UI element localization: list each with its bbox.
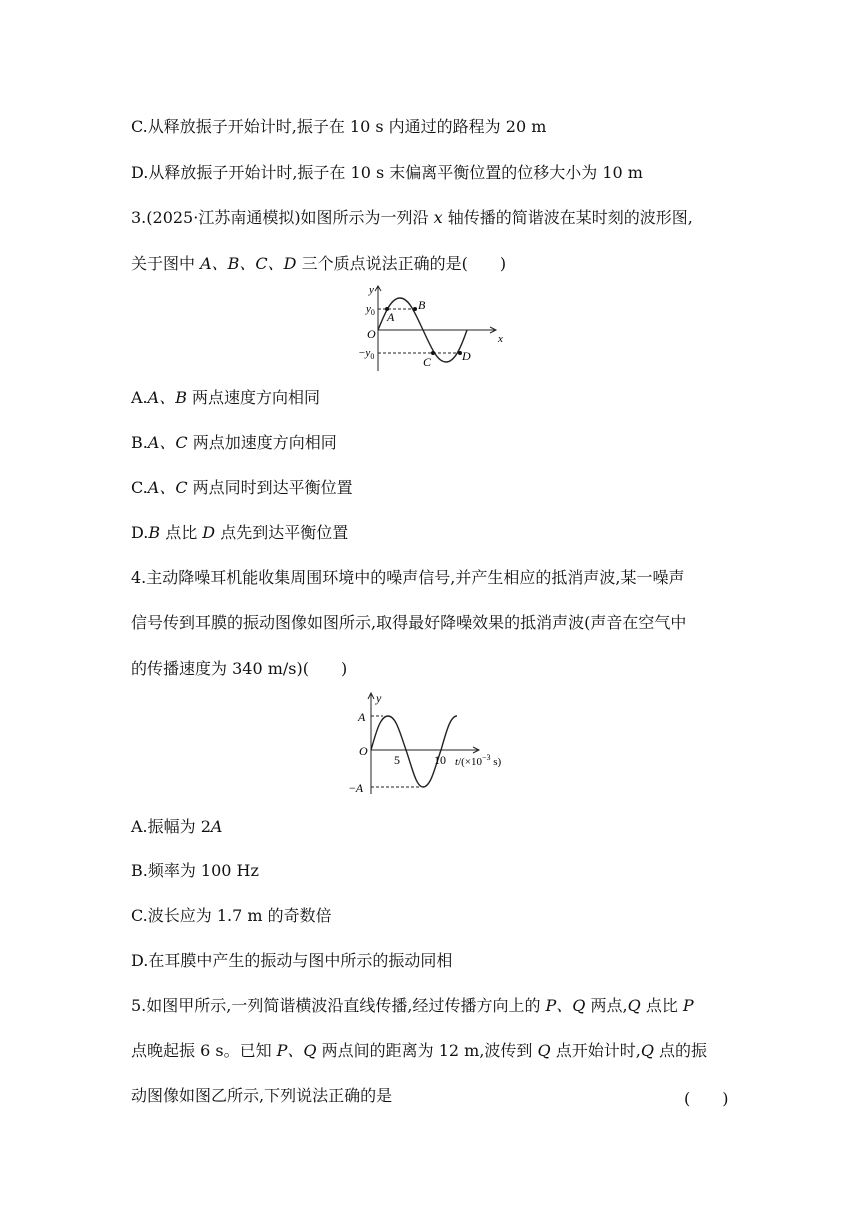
fig2-neg-a-label: −A [349, 781, 364, 795]
fig1-label-d: D [462, 349, 471, 363]
fig1-y0-label: $y_0$ [366, 303, 375, 317]
q3-option-d: D.B 点比 D 点先到达平衡位置 [131, 523, 349, 542]
fig2-a-label: A [358, 710, 366, 724]
fig1-y-label: y [369, 284, 374, 296]
fig1-x-label: x [498, 333, 503, 345]
fig2-origin: O [359, 744, 368, 758]
q4-option-d: D.在耳膜中产生的振动与图中所示的振动同相 [131, 951, 453, 970]
noise-signal-curve [371, 716, 457, 787]
fig1-origin: O [367, 327, 376, 341]
q4-option-b: B.频率为 100 Hz [131, 861, 259, 880]
point-b [413, 307, 417, 311]
q4-option-c: C.波长应为 1.7 m 的奇数倍 [131, 906, 332, 925]
fig1-neg-y0-label: $-y_0$ [358, 347, 375, 361]
fig2-t-axis-label: $t/(\times 10^{-3}$ s) [455, 753, 502, 768]
fig2-y-label: y [376, 691, 382, 705]
q3-option-b: B.A、C 两点加速度方向相同 [131, 433, 337, 452]
q4-option-a: A.振幅为 2A [131, 817, 223, 836]
q5-stem-line1: 5.如图甲所示,一列简谐横波沿直线传播,经过传播方向上的 P、Q 两点,Q 点比 P [131, 996, 694, 1015]
q3-option-a: A.A、B 两点速度方向相同 [131, 388, 321, 407]
q4-stem-line1: 4.主动降噪耳机能收集周围环境中的噪声信号,并产生相应的抵消声波,某一噪声 [131, 568, 685, 587]
q2-option-c: C.从释放振子开始计时,振子在 10 s 内通过的路程为 20 m [131, 117, 547, 136]
point-c [431, 351, 435, 355]
fig2-tick-10: 10 [434, 753, 446, 767]
q4-stem-line2: 信号传到耳膜的振动图像如图所示,取得最好降噪效果的抵消声波(声音在空气中 [131, 613, 687, 632]
q3-option-c: C.A、C 两点同时到达平衡位置 [131, 478, 353, 497]
q4-vibration-figure [345, 690, 502, 798]
q3-wave-figure [355, 283, 510, 373]
q5-stem-line3: 动图像如图乙所示,下列说法正确的是 [131, 1086, 393, 1105]
q2-option-d: D.从释放振子开始计时,振子在 10 s 末偏离平衡位置的位移大小为 10 m [131, 163, 643, 182]
q3-stem-line2: 关于图中 A、B、C、D 三个质点说法正确的是( ) [131, 254, 507, 273]
fig1-label-c: C [423, 355, 432, 369]
q3-stem-line1: 3.(2025·江苏南通模拟)如图所示为一列沿 x 轴传播的简谐波在某时刻的波形图, [131, 208, 693, 227]
q5-answer-paren: ( ) [684, 1089, 729, 1108]
q4-stem-line3: 的传播速度为 340 m/s)( ) [131, 659, 348, 678]
q5-stem-line2: 点晚起振 6 s。已知 P、Q 两点间的距离为 12 m,波传到 Q 点开始计时,Q 点的振 [131, 1041, 708, 1060]
fig1-label-b: B [418, 298, 426, 312]
fig1-label-a: A [387, 310, 395, 324]
fig2-tick-5: 5 [394, 753, 400, 767]
